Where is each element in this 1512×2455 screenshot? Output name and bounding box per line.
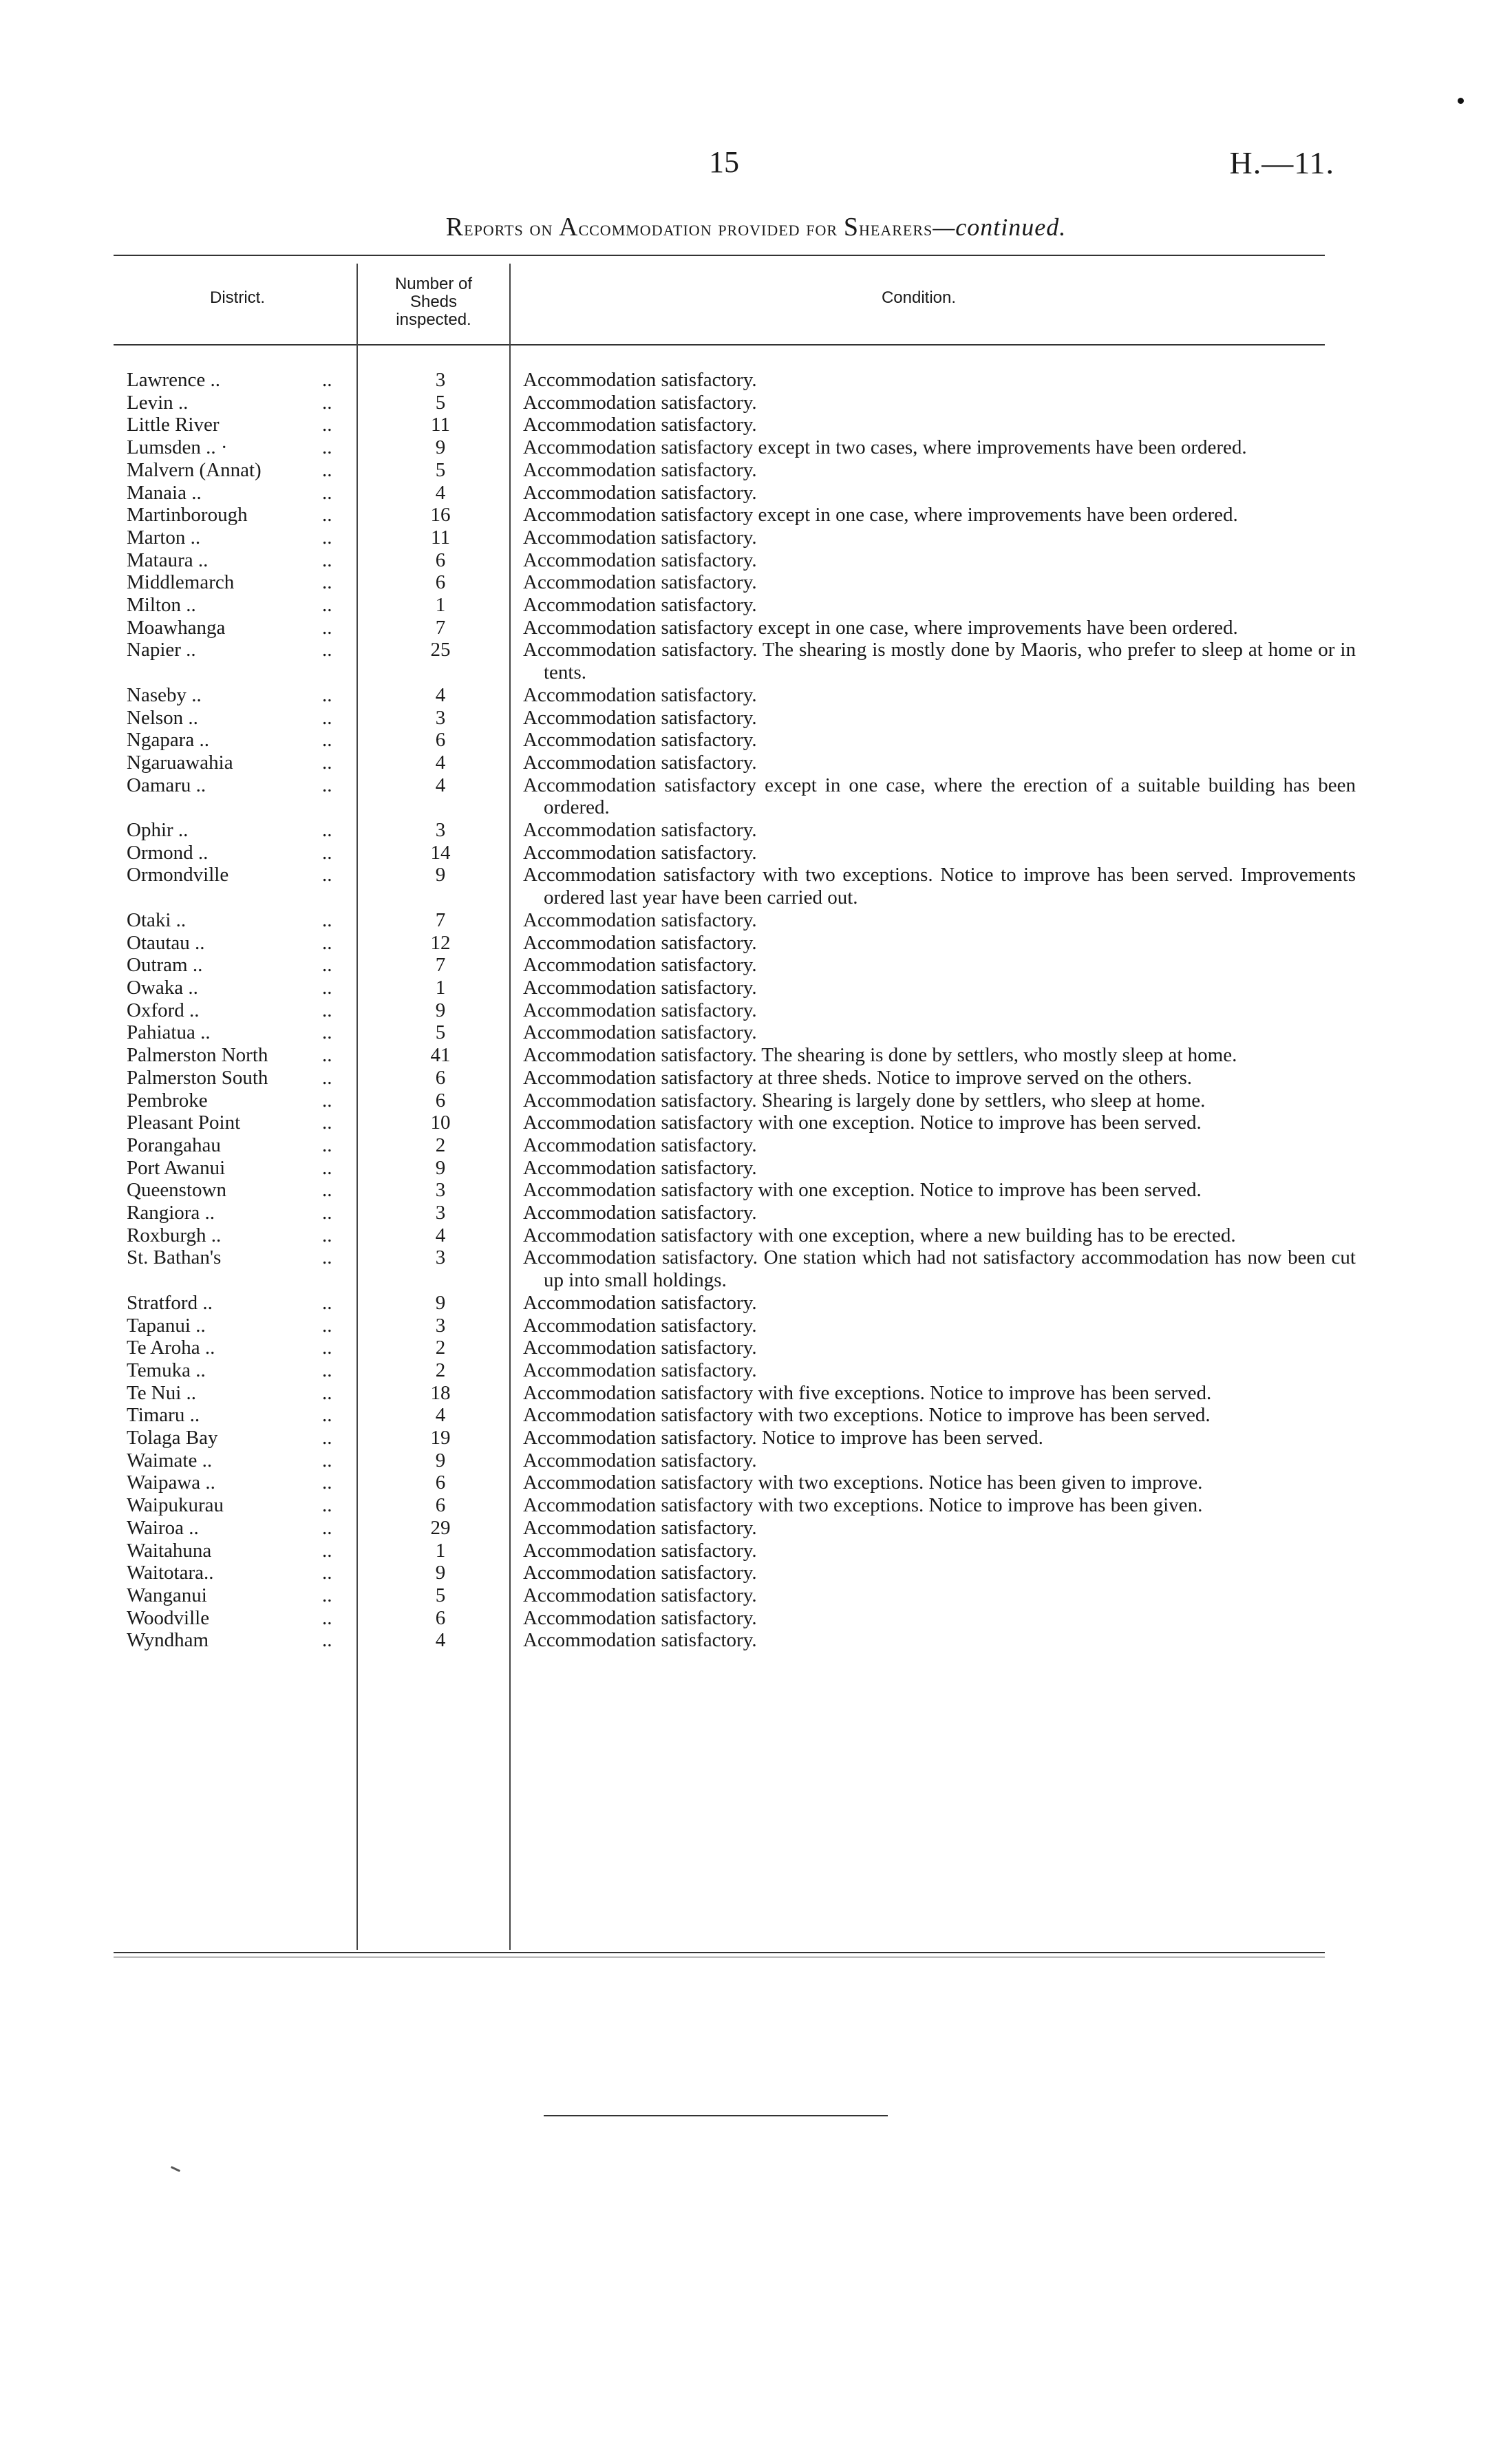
sheds-cell: 16 [430, 504, 451, 527]
table-row [0, 774, 1512, 819]
leader-dots: .. [322, 1404, 332, 1427]
sheds-cell: 2 [435, 1337, 446, 1359]
condition-cell: Accommodation satisfactory. [523, 481, 757, 504]
condition-cell: Accommodation satisfactory except in one case, where improvements have been ordered. [523, 616, 1238, 639]
condition-cell: Accommodation satisfactory. [523, 369, 757, 391]
leader-dots: .. [322, 1134, 332, 1156]
sheds-cell: 3 [435, 1202, 446, 1224]
leader-dots: .. [322, 1314, 332, 1337]
table-row [0, 1090, 1512, 1112]
district-cell: Malvern (Annat) [127, 458, 262, 481]
table-row [0, 1382, 1512, 1405]
margin-tick [171, 2166, 180, 2172]
district-cell: Otaki .. [127, 908, 187, 931]
district-cell: Mataura .. [127, 549, 209, 571]
condition-cell: Accommodation satisfactory. [523, 683, 757, 706]
table-row [0, 1112, 1512, 1134]
district-cell: Oxford .. [127, 999, 200, 1021]
table-row [0, 684, 1512, 707]
table-row [0, 864, 1512, 908]
condition-cell: Accommodation satisfactory. [523, 931, 757, 954]
leader-dots: .. [322, 1381, 332, 1404]
sheds-cell: 6 [435, 1606, 446, 1629]
condition-cell: Accommodation satisfactory. [523, 751, 757, 774]
table-row [0, 842, 1512, 864]
table-row [0, 527, 1512, 549]
header-bottom-rule [114, 344, 1325, 346]
sheds-cell: 4 [435, 751, 446, 774]
leader-dots: .. [322, 729, 332, 752]
district-cell: Waitotara.. [127, 1562, 214, 1584]
leader-dots: .. [322, 819, 332, 842]
condition-cell: Accommodation satisfactory. [523, 1516, 757, 1539]
leader-dots: .. [322, 1629, 332, 1652]
leader-dots: .. [322, 481, 332, 504]
condition-cell: Accommodation satisfactory. [523, 729, 757, 752]
table-row [0, 999, 1512, 1022]
table-row [0, 1540, 1512, 1562]
title-word-1: eports on [464, 216, 559, 240]
leader-dots: .. [322, 864, 332, 886]
leader-dots: .. [322, 1516, 332, 1539]
leader-dots: .. [322, 1202, 332, 1224]
header-sheds-line1: Number of [394, 275, 473, 293]
table-row [0, 369, 1512, 392]
sheds-cell: 2 [435, 1359, 446, 1381]
sheds-cell: 5 [435, 391, 446, 414]
condition-cell: Accommodation satisfactory. [523, 999, 757, 1021]
condition-cell: Accommodation satisfactory. [523, 1359, 757, 1381]
condition-cell: Accommodation satisfactory. [523, 976, 757, 999]
leader-dots: .. [322, 1156, 332, 1179]
leader-dots: .. [322, 1471, 332, 1494]
condition-cell: Accommodation satisfactory. [523, 1337, 757, 1359]
district-cell: St. Bathan's [127, 1246, 222, 1269]
condition-cell: Accommodation satisfactory. [523, 594, 757, 617]
sheds-cell: 19 [430, 1427, 451, 1449]
condition-cell: Accommodation satisfactory. Shearing is largely done by settlers, who sleep at home. [523, 1089, 1206, 1112]
district-cell: Waipawa .. [127, 1471, 215, 1494]
condition-cell: Accommodation satisfactory except in one case, where improvements have been ordered. [523, 504, 1238, 527]
leader-dots: .. [322, 1494, 332, 1517]
district-cell: Rangiora .. [127, 1202, 215, 1224]
district-cell: Pleasant Point [127, 1112, 241, 1134]
table-row [0, 977, 1512, 999]
condition-cell: Accommodation satisfactory with one exception. Notice to improve has been served. [523, 1112, 1202, 1134]
condition-cell: Accommodation satisfactory. [523, 1291, 757, 1314]
condition-cell: Accommodation satisfactory. [523, 1539, 757, 1562]
leader-dots: .. [322, 639, 332, 661]
district-cell: Little River [127, 414, 220, 436]
condition-cell: Accommodation satisfactory with two exceptions. Notice to improve has been given. [523, 1494, 1203, 1517]
district-cell: Stratford .. [127, 1291, 213, 1314]
sheds-cell: 9 [435, 1562, 446, 1584]
district-cell: Port Awanui [127, 1156, 226, 1179]
district-cell: Wairoa .. [127, 1516, 199, 1539]
page-title [0, 212, 1512, 242]
header-condition-label: Condition. [881, 288, 957, 307]
district-cell: Ormondville [127, 864, 229, 886]
table-row [0, 1629, 1512, 1652]
table-row [0, 639, 1512, 683]
district-cell: Palmerston South [127, 1066, 268, 1089]
leader-dots: .. [322, 774, 332, 796]
table-row [0, 504, 1512, 527]
district-cell: Roxburgh .. [127, 1224, 222, 1246]
table-row [0, 1562, 1512, 1584]
header-sheds [361, 275, 506, 329]
condition-cell: Accommodation satisfactory. [523, 841, 757, 864]
sheds-cell: 5 [435, 1021, 446, 1044]
header-sheds-line3: inspected. [396, 310, 471, 329]
district-cell: Martinborough [127, 504, 248, 527]
condition-cell: Accommodation satisfactory with one exception, where a new building has to be erected. [523, 1224, 1236, 1246]
district-cell: Queenstown [127, 1179, 226, 1202]
district-cell: Waitahuna [127, 1539, 212, 1562]
title-word-3: hearers [859, 216, 933, 240]
sheds-cell: 11 [431, 526, 450, 549]
district-cell: Te Nui .. [127, 1381, 197, 1404]
sheds-cell: 11 [431, 414, 450, 436]
leader-dots: .. [322, 1359, 332, 1381]
district-cell: Te Aroha .. [127, 1337, 215, 1359]
table-row [0, 1021, 1512, 1044]
sheds-cell: 3 [435, 819, 446, 842]
table-row [0, 932, 1512, 955]
condition-cell: Accommodation satisfactory. [523, 1606, 757, 1629]
sheds-cell: 3 [435, 369, 446, 391]
district-cell: Ngaruawahia [127, 751, 233, 774]
sheds-cell: 9 [435, 1291, 446, 1314]
leader-dots: .. [322, 1066, 332, 1089]
leader-dots: .. [322, 841, 332, 864]
leader-dots: .. [322, 616, 332, 639]
table-row [0, 1315, 1512, 1337]
leader-dots: .. [322, 414, 332, 436]
leader-dots: .. [322, 954, 332, 977]
condition-cell: Accommodation satisfactory. One station which had not satisfactory accommodation has now been cut up into small holdings. [523, 1246, 1356, 1292]
condition-cell: Accommodation satisfactory. [523, 908, 757, 931]
table-row [0, 1404, 1512, 1427]
header-sheds-line2: Sheds [409, 293, 458, 311]
sheds-cell: 10 [430, 1112, 451, 1134]
condition-cell: Accommodation satisfactory. [523, 1021, 757, 1044]
sheds-cell: 6 [435, 1066, 446, 1089]
table-row [0, 1517, 1512, 1540]
leader-dots: .. [322, 999, 332, 1021]
leader-dots: .. [322, 1246, 332, 1269]
leader-dots: .. [322, 504, 332, 527]
sheds-cell: 6 [435, 549, 446, 571]
leader-dots: .. [322, 751, 332, 774]
sheds-cell: 4 [435, 683, 446, 706]
district-cell: Pahiatua .. [127, 1021, 211, 1044]
table-row [0, 482, 1512, 504]
leader-dots: .. [322, 1449, 332, 1471]
sheds-cell: 3 [435, 1246, 446, 1269]
sheds-cell: 4 [435, 1629, 446, 1652]
table-row [0, 392, 1512, 414]
leader-dots: .. [322, 369, 332, 391]
leader-dots: .. [322, 1021, 332, 1044]
district-cell: Waipukurau [127, 1494, 224, 1517]
table-row [0, 1179, 1512, 1202]
sheds-cell: 12 [430, 931, 451, 954]
condition-cell: Accommodation satisfactory. [523, 954, 757, 977]
district-cell: Ormond .. [127, 841, 209, 864]
district-cell: Tolaga Bay [127, 1427, 218, 1449]
condition-cell: Accommodation satisfactory. [523, 571, 757, 594]
leader-dots: .. [322, 549, 332, 571]
condition-cell: Accommodation satisfactory. [523, 706, 757, 729]
district-cell: Nelson .. [127, 706, 198, 729]
condition-cell: Accommodation satisfactory. [523, 1134, 757, 1156]
header-condition [516, 289, 1321, 307]
condition-cell: Accommodation satisfactory with two exceptions. Notice to improve has been served. Improvements ordered last year have been carried out. [523, 864, 1356, 909]
title-cap-3: S [843, 213, 859, 242]
table-body [0, 369, 1512, 1652]
sheds-cell: 5 [435, 458, 446, 481]
condition-cell: Accommodation satisfactory with one exception. Notice to improve has been served. [523, 1179, 1202, 1202]
leader-dots: .. [322, 526, 332, 549]
leader-dots: .. [322, 1224, 332, 1246]
district-cell: Manaia .. [127, 481, 202, 504]
title-cap-2: A [559, 213, 579, 242]
table-row [0, 571, 1512, 594]
district-cell: Timaru .. [127, 1404, 200, 1427]
leader-dots: .. [322, 1562, 332, 1584]
sheds-cell: 9 [435, 436, 446, 459]
condition-cell: Accommodation satisfactory. Notice to improve has been served. [523, 1427, 1043, 1449]
leader-dots: .. [322, 458, 332, 481]
table-row [0, 1292, 1512, 1315]
condition-cell: Accommodation satisfactory. [523, 1449, 757, 1471]
sheds-cell: 9 [435, 864, 446, 886]
sheds-cell: 9 [435, 1449, 446, 1471]
table-row [0, 549, 1512, 572]
sheds-cell: 5 [435, 1584, 446, 1606]
district-cell: Wyndham [127, 1629, 209, 1652]
sheds-cell: 1 [435, 594, 446, 617]
leader-dots: .. [322, 1606, 332, 1629]
condition-cell: Accommodation satisfactory. [523, 549, 757, 571]
condition-cell: Accommodation satisfactory. [523, 1156, 757, 1179]
sheds-cell: 18 [430, 1381, 451, 1404]
leader-dots: .. [322, 1337, 332, 1359]
table-row [0, 459, 1512, 482]
table-row [0, 594, 1512, 617]
sheds-cell: 1 [435, 976, 446, 999]
district-cell: Milton .. [127, 594, 196, 617]
leader-dots: .. [322, 1112, 332, 1134]
sheds-cell: 7 [435, 616, 446, 639]
condition-cell: Accommodation satisfactory with two exceptions. Notice to improve has been served. [523, 1404, 1211, 1427]
page-number: 15 [709, 145, 739, 179]
district-cell: Levin .. [127, 391, 189, 414]
sheds-cell: 4 [435, 481, 446, 504]
sheds-cell: 3 [435, 1314, 446, 1337]
leader-dots: .. [322, 594, 332, 617]
table-top-rule [114, 255, 1325, 256]
district-cell: Porangahau [127, 1134, 221, 1156]
leader-dots: .. [322, 683, 332, 706]
sheds-cell: 4 [435, 1224, 446, 1246]
table-row [0, 436, 1512, 459]
table-row [0, 1494, 1512, 1517]
leader-dots: .. [322, 436, 332, 459]
district-cell: Oamaru .. [127, 774, 206, 796]
sheds-cell: 6 [435, 1494, 446, 1517]
sheds-cell: 7 [435, 908, 446, 931]
table-row [0, 1202, 1512, 1224]
table-row [0, 1246, 1512, 1291]
table-row [0, 1607, 1512, 1630]
district-cell: Lumsden .. · [127, 436, 228, 459]
table-row [0, 1427, 1512, 1449]
sheds-cell: 1 [435, 1539, 446, 1562]
leader-dots: .. [322, 1539, 332, 1562]
condition-cell: Accommodation satisfactory. [523, 391, 757, 414]
leader-dots: .. [322, 1291, 332, 1314]
district-cell: Waimate .. [127, 1449, 213, 1471]
district-cell: Moawhanga [127, 616, 226, 639]
condition-cell: Accommodation satisfactory. [523, 1202, 757, 1224]
sheds-cell: 6 [435, 1471, 446, 1494]
condition-cell: Accommodation satisfactory. [523, 1314, 757, 1337]
table-row [0, 1584, 1512, 1607]
condition-cell: Accommodation satisfactory. The shearing is mostly done by Maoris, who prefer to sleep at home or in tents. [523, 639, 1356, 684]
sheds-cell: 3 [435, 706, 446, 729]
table-bottom-rule [114, 1952, 1325, 1953]
table-row [0, 1044, 1512, 1067]
district-cell: Woodville [127, 1606, 210, 1629]
district-cell: Outram .. [127, 954, 203, 977]
sheds-cell: 9 [435, 1156, 446, 1179]
leader-dots: .. [322, 908, 332, 931]
district-cell: Ngapara .. [127, 729, 209, 752]
district-cell: Owaka .. [127, 976, 198, 999]
leader-dots: .. [322, 931, 332, 954]
district-cell: Temuka .. [127, 1359, 206, 1381]
table-row [0, 1359, 1512, 1382]
table-row [0, 819, 1512, 842]
sheds-cell: 4 [435, 774, 446, 796]
table-row [0, 1134, 1512, 1157]
leader-dots: .. [322, 706, 332, 729]
district-cell: Middlemarch [127, 571, 235, 594]
table-row [0, 729, 1512, 752]
table-row [0, 1067, 1512, 1090]
condition-cell: Accommodation satisfactory. [523, 819, 757, 842]
leader-dots: .. [322, 391, 332, 414]
district-cell: Ophir .. [127, 819, 189, 842]
table-row [0, 909, 1512, 932]
sheds-cell: 6 [435, 729, 446, 752]
condition-cell: Accommodation satisfactory with two exceptions. Notice has been given to improve. [523, 1471, 1203, 1494]
sheds-cell: 3 [435, 1179, 446, 1202]
header-district-label: District. [210, 288, 265, 307]
header-district [124, 289, 351, 307]
leader-dots: .. [322, 1584, 332, 1606]
condition-cell: Accommodation satisfactory. [523, 458, 757, 481]
condition-cell: Accommodation satisfactory. [523, 1629, 757, 1652]
district-cell: Naseby .. [127, 683, 202, 706]
condition-cell: Accommodation satisfactory. The shearing is done by settlers, who mostly sleep at home. [523, 1044, 1237, 1067]
title-word-2: ccommodation provided for [578, 216, 844, 240]
margin-dot [1458, 98, 1464, 104]
sheds-cell: 2 [435, 1134, 446, 1156]
condition-cell: Accommodation satisfactory except in one case, where the erection of a suitable building has been ordered. [523, 774, 1356, 819]
condition-cell: Accommodation satisfactory with five exceptions. Notice to improve has been served. [523, 1381, 1212, 1404]
table-row [0, 617, 1512, 639]
sheds-cell: 4 [435, 1404, 446, 1427]
table-row [0, 752, 1512, 774]
district-cell: Otautau .. [127, 931, 205, 954]
table-row [0, 1337, 1512, 1359]
district-cell: Marton .. [127, 526, 201, 549]
sheds-cell: 6 [435, 1089, 446, 1112]
leader-dots: .. [322, 571, 332, 594]
table-row [0, 1157, 1512, 1180]
condition-cell: Accommodation satisfactory. [523, 526, 757, 549]
table-row [0, 1449, 1512, 1472]
district-cell: Wanganui [127, 1584, 207, 1606]
sheds-cell: 25 [430, 639, 451, 661]
sheds-cell: 6 [435, 571, 446, 594]
condition-cell: Accommodation satisfactory. [523, 414, 757, 436]
condition-cell: Accommodation satisfactory. [523, 1584, 757, 1606]
table-row [0, 707, 1512, 730]
district-cell: Napier .. [127, 639, 196, 661]
district-cell: Palmerston North [127, 1044, 268, 1067]
table-row [0, 1471, 1512, 1494]
title-cap-1: R [445, 213, 465, 242]
sheds-cell: 9 [435, 999, 446, 1021]
leader-dots: .. [322, 1044, 332, 1067]
district-cell: Pembroke [127, 1089, 208, 1112]
district-cell: Tapanui .. [127, 1314, 206, 1337]
sheds-cell: 14 [430, 841, 451, 864]
sheds-cell: 29 [430, 1516, 451, 1539]
condition-cell: Accommodation satisfactory at three sheds. Notice to improve served on the others. [523, 1066, 1193, 1089]
document-reference: H.—11. [1229, 145, 1334, 180]
sheds-cell: 41 [430, 1044, 451, 1067]
table-row [0, 414, 1512, 436]
leader-dots: .. [322, 1179, 332, 1202]
leader-dots: .. [322, 976, 332, 999]
title-continued: —continued. [933, 213, 1067, 241]
leader-dots: .. [322, 1089, 332, 1112]
leader-dots: .. [322, 1427, 332, 1449]
end-rule [544, 2115, 888, 2116]
condition-cell: Accommodation satisfactory except in two cases, where improvements have been ordered. [523, 436, 1247, 459]
sheds-cell: 7 [435, 954, 446, 977]
table-row [0, 1224, 1512, 1247]
condition-cell: Accommodation satisfactory. [523, 1562, 757, 1584]
district-cell: Lawrence .. [127, 369, 221, 391]
table-row [0, 954, 1512, 977]
